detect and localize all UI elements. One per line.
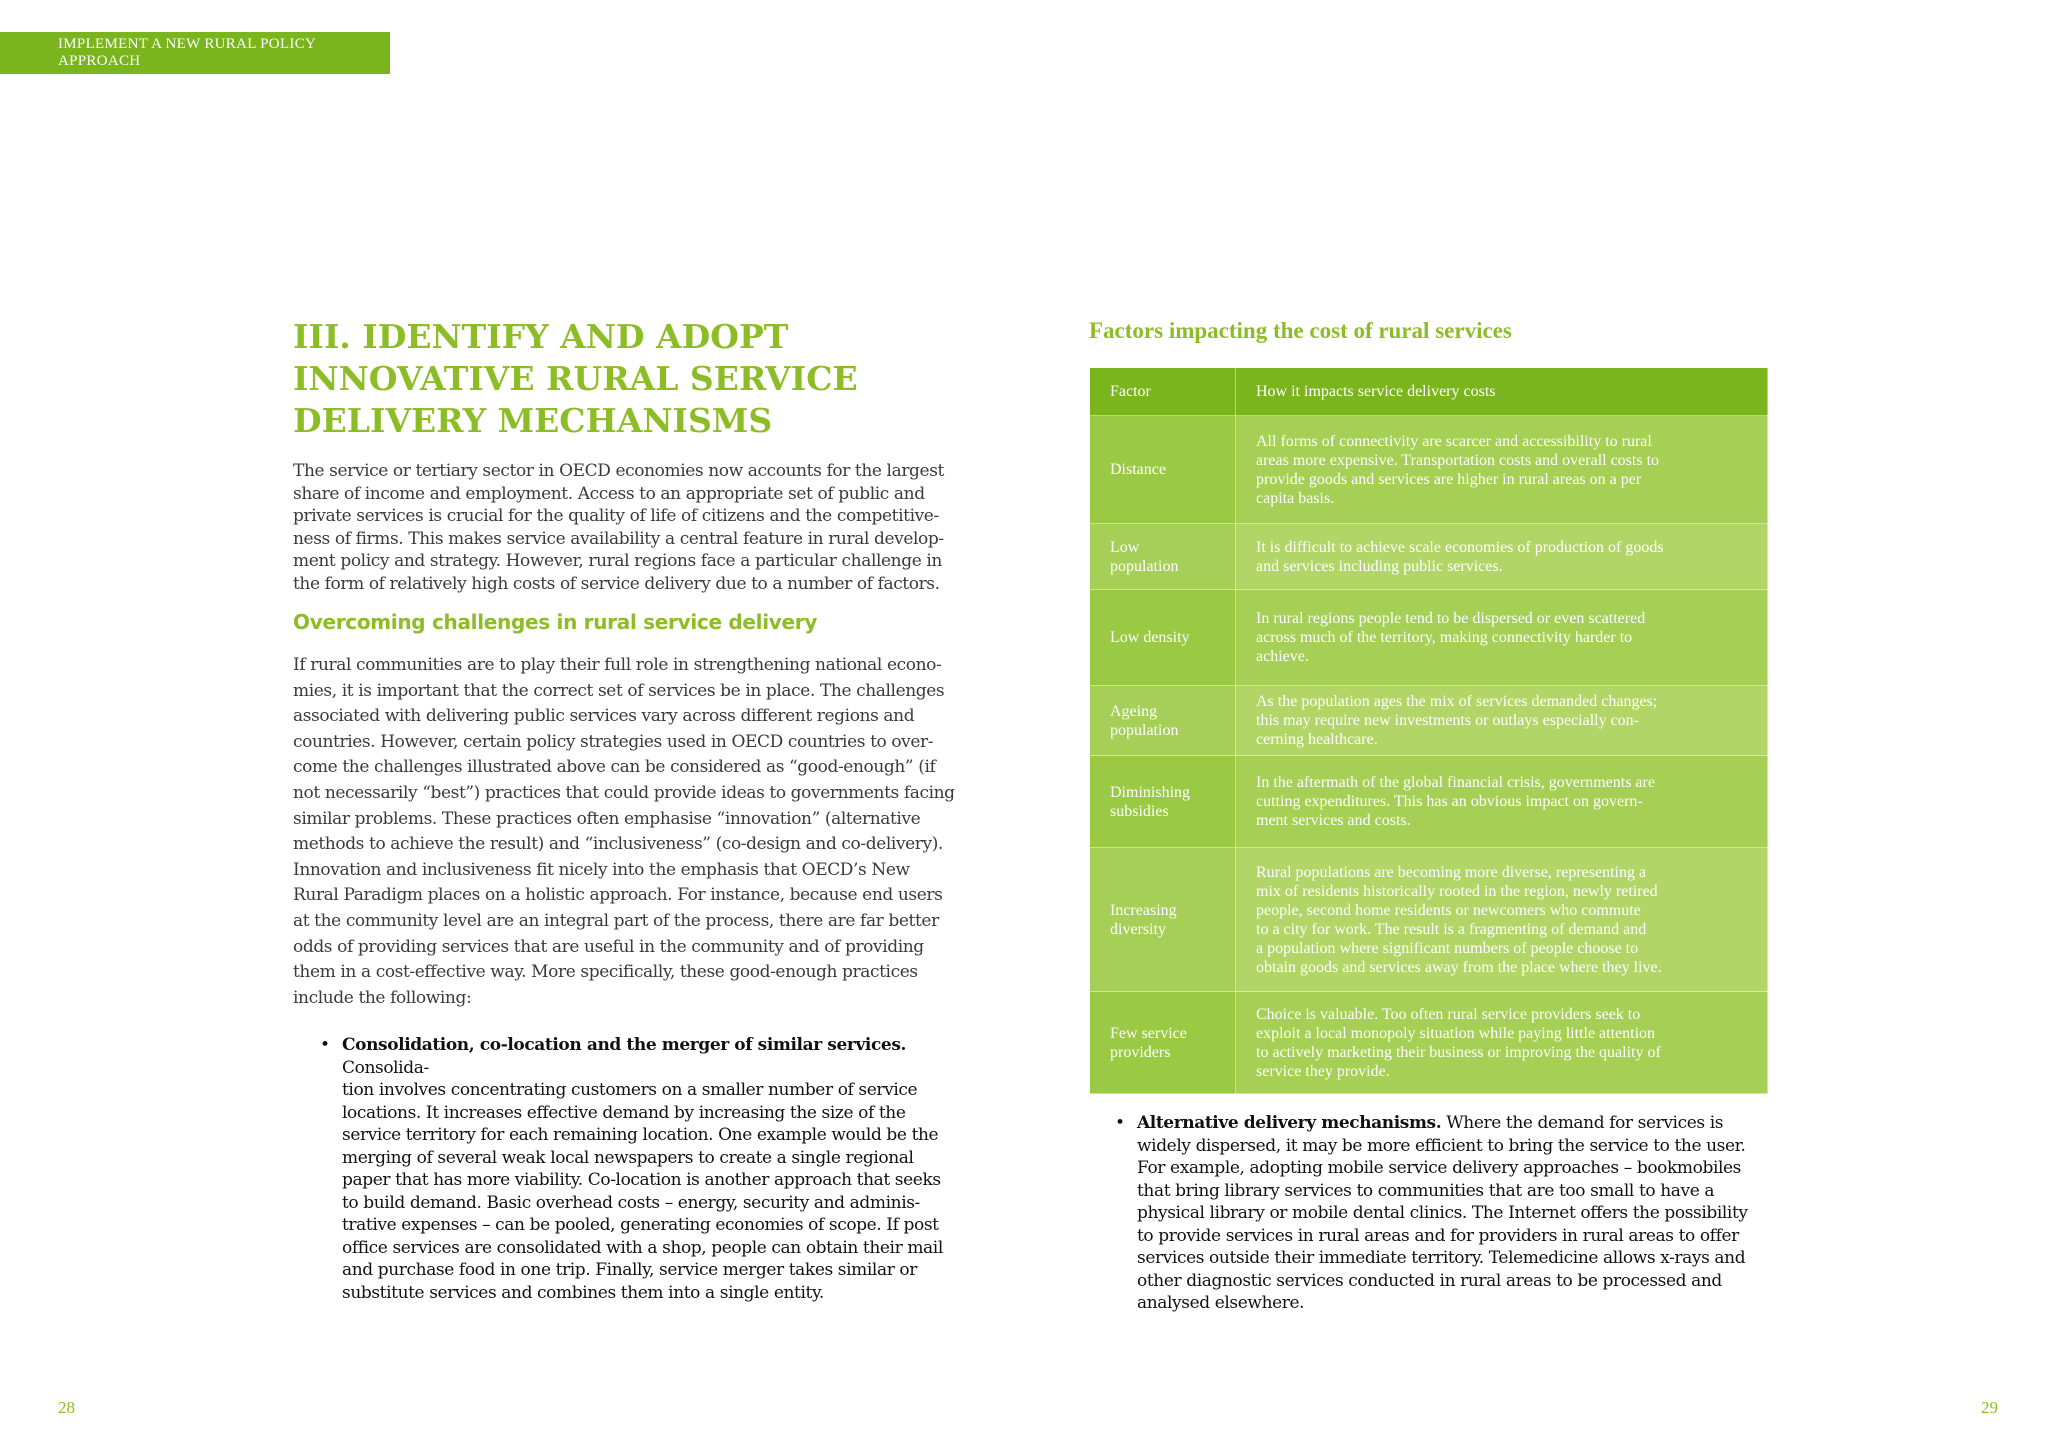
text-line: to actively marketing their business or improving the quality of: [1256, 1043, 1661, 1061]
text-line: people, second home residents or newcomers who commute: [1256, 901, 1641, 919]
list-item: [320, 1034, 980, 1304]
text-line: mies, it is important that the correct set of services be in place. The challenges: [293, 680, 945, 701]
table-header-row: [1090, 368, 1768, 416]
table-row: [1090, 686, 1768, 756]
text-line: areas more expensive. Transportation costs and overall costs to: [1256, 451, 1660, 469]
text-line: Where the demand for services is: [1441, 1113, 1724, 1133]
bullet-lead: Alternative delivery mechanisms.: [1137, 1113, 1442, 1133]
page-title: [293, 316, 1013, 442]
text-line: provide goods and services are higher in rural areas on a per: [1256, 470, 1642, 488]
text-line: locations. It increases effective demand by increasing the size of the: [342, 1102, 906, 1123]
text-line: similar problems. These practices often emphasise “innovation” (alternative: [293, 808, 921, 829]
table-row: [1090, 416, 1768, 524]
text-line: ment services and costs.: [1256, 812, 1411, 829]
delivery-list: [1115, 1112, 1775, 1315]
text-line: In rural regions people tend to be dispersed or even scattered: [1256, 610, 1646, 627]
text-line: come the challenges illustrated above can be considered as “good-enough” (if: [293, 757, 936, 778]
factor-cell: [1090, 416, 1236, 524]
text-line: analysed elsewhere.: [1137, 1293, 1305, 1313]
text-line: In the aftermath of the global financial crisis, governments are: [1256, 774, 1655, 791]
factor-line: Low density: [1110, 629, 1190, 646]
text-line: methods to achieve the result) and “inclusiveness” (co-design and co-delivery).: [293, 834, 943, 855]
factor-line: subsidies: [1110, 802, 1169, 820]
text-line: tion involves concentrating customers on a smaller number of service: [342, 1080, 918, 1100]
text-line: ment policy and strategy. However, rural regions face a particular challenge in: [293, 551, 942, 571]
text-line: Rural populations are becoming more diverse, representing a: [1256, 863, 1647, 881]
impact-cell: [1236, 524, 1768, 590]
text-line: the form of relatively high costs of service delivery due to a number of factors.: [293, 573, 940, 594]
impact-cell: [1236, 590, 1768, 686]
title-line: DELIVERY MECHANISMS: [293, 401, 773, 440]
table-title: Factors impacting the cost of rural services: [1089, 318, 1512, 343]
table-row: [1090, 590, 1768, 686]
text-line: capita basis.: [1256, 489, 1335, 507]
text-line: at the community level are an integral part of the process, there are far better: [293, 910, 939, 931]
text-line: As the population ages the mix of services demanded changes;: [1256, 693, 1658, 710]
text-line: achieve.: [1256, 648, 1309, 665]
text-line: mix of residents historically rooted in the region, newly retired: [1256, 882, 1658, 900]
factor-line: Low: [1110, 538, 1140, 556]
text-line: to a city for work. The result is a fragmenting of demand and: [1256, 920, 1647, 938]
text-line: Choice is valuable. Too often rural service providers seek to: [1256, 1005, 1641, 1023]
factor-cell: [1090, 524, 1236, 590]
text-line: this may require new investments or outlays especially con-: [1256, 712, 1640, 729]
impact-cell: [1236, 848, 1768, 992]
table-row: [1090, 848, 1768, 992]
text-line: cutting expenditures. This has an obvious impact on govern-: [1256, 793, 1643, 810]
factor-cell: [1090, 992, 1236, 1094]
text-line: Consolida-: [342, 1057, 429, 1078]
text-line: substitute services and combines them into a single entity.: [342, 1282, 824, 1303]
text-line: service territory for each remaining location. One example would be the: [342, 1125, 939, 1145]
section-tab: IMPLEMENT A NEW RURAL POLICY APPROACH: [0, 32, 390, 74]
text-line: not necessarily “best”) practices that could provide ideas to governments facing: [293, 782, 955, 803]
table-row: [1090, 756, 1768, 848]
factor-line: Increasing: [1110, 901, 1177, 919]
factor-line: Few service: [1110, 1024, 1187, 1042]
text-line: associated with delivering public services vary across different regions and: [293, 706, 915, 727]
text-line: widely dispersed, it may be more efficient to bring the service to the user.: [1137, 1135, 1746, 1156]
factor-line: population: [1110, 721, 1179, 739]
text-line: service they provide.: [1256, 1062, 1390, 1080]
factor-line: Ageing: [1110, 702, 1158, 720]
text-line: office services are consolidated with a shop, people can obtain their mail: [342, 1237, 943, 1258]
list-item: [1115, 1112, 1775, 1315]
text-line: across much of the territory, making connectivity harder to: [1256, 629, 1633, 646]
text-line: and purchase food in one trip. Finally, service merger takes similar or: [342, 1260, 917, 1280]
text-line: physical library or mobile dental clinics. The Internet offers the possibility: [1137, 1203, 1748, 1223]
title-line: INNOVATIVE RURAL SERVICE: [293, 359, 858, 398]
page-number-right: 29: [1981, 1398, 1998, 1417]
text-line: merging of several weak local newspapers to create a single regional: [342, 1147, 914, 1168]
text-line: to provide services in rural areas and for providers in rural areas to offer: [1137, 1225, 1739, 1246]
title-line: III. IDENTIFY AND ADOPT: [293, 317, 789, 356]
text-line: The service or tertiary sector in OECD economies now accounts for the largest: [293, 461, 944, 481]
factor-cell: [1090, 848, 1236, 992]
factor-line: diversity: [1110, 920, 1166, 938]
intro-paragraph: [293, 460, 1005, 595]
text-line: Rural Paradigm places on a holistic approach. For instance, because end users: [293, 885, 943, 906]
text-line: services outside their immediate territory. Telemedicine allows x-rays and: [1137, 1248, 1746, 1268]
factor-line: providers: [1110, 1043, 1171, 1061]
factor-cell: [1090, 756, 1236, 848]
text-line: All forms of connectivity are scarcer and accessibility to rural: [1256, 432, 1652, 450]
bullet-lead: Consolidation, co-location and the merger of similar services.: [342, 1035, 907, 1055]
text-line: to build demand. Basic overhead costs – energy, security and adminis-: [342, 1192, 920, 1213]
impact-cell: [1236, 992, 1768, 1094]
factor-line: population: [1110, 557, 1179, 575]
text-line: trative expenses – can be pooled, generating economies of scope. If post: [342, 1215, 939, 1235]
text-line: a population where significant numbers of people choose to: [1256, 939, 1639, 957]
factor-cell: [1090, 686, 1236, 756]
factor-cell: [1090, 590, 1236, 686]
text-line: that bring library services to communities that are too small to have a: [1137, 1180, 1715, 1201]
column-header-factor: Factor: [1090, 368, 1236, 416]
bullet-icon: •: [320, 1035, 330, 1055]
impact-cell: [1236, 756, 1768, 848]
table-row: [1090, 524, 1768, 590]
text-line: For example, adopting mobile service delivery approaches – bookmobiles: [1137, 1158, 1741, 1178]
factor-line: Diminishing: [1110, 783, 1191, 801]
text-line: share of income and employment. Access to an appropriate set of public and: [293, 483, 925, 504]
bullet-icon: •: [1115, 1113, 1125, 1133]
text-line: countries. However, certain policy strategies used in OECD countries to over-: [293, 731, 934, 752]
text-line: odds of providing services that are useful in the community and of providing: [293, 936, 924, 957]
text-line: paper that has more viability. Co-location is another approach that seeks: [342, 1170, 941, 1190]
text-line: them in a cost-effective way. More specifically, these good-enough practices: [293, 962, 918, 983]
text-line: cerning healthcare.: [1256, 731, 1378, 748]
text-line: If rural communities are to play their full role in strengthening national econo-: [293, 655, 942, 675]
text-line: Innovation and inclusiveness fit nicely into the emphasis that OECD’s New: [293, 859, 910, 880]
factor-line: Distance: [1110, 461, 1166, 478]
section-subheading: Overcoming challenges in rural service delivery: [293, 610, 818, 634]
body-paragraph: [293, 653, 1005, 1011]
text-line: exploit a local monopoly situation while paying little attention: [1256, 1024, 1656, 1042]
table-row: [1090, 992, 1768, 1094]
text-line: obtain goods and services away from the place where they live.: [1256, 958, 1662, 976]
column-header-impact: How it impacts service delivery costs: [1236, 368, 1768, 416]
text-line: ness of firms. This makes service availability a central feature in rural develop-: [293, 528, 944, 549]
impact-cell: [1236, 686, 1768, 756]
text-line: other diagnostic services conducted in rural areas to be processed and: [1137, 1270, 1722, 1291]
text-line: It is difficult to achieve scale economies of production of goods: [1256, 538, 1664, 556]
factors-table: [1089, 367, 1768, 1094]
text-line: and services including public services.: [1256, 557, 1503, 575]
page-number-left: 28: [58, 1398, 75, 1417]
impact-cell: [1236, 416, 1768, 524]
practices-list: [320, 1034, 980, 1304]
text-line: private services is crucial for the quality of life of citizens and the competitive-: [293, 506, 939, 526]
text-line: include the following:: [293, 987, 472, 1008]
